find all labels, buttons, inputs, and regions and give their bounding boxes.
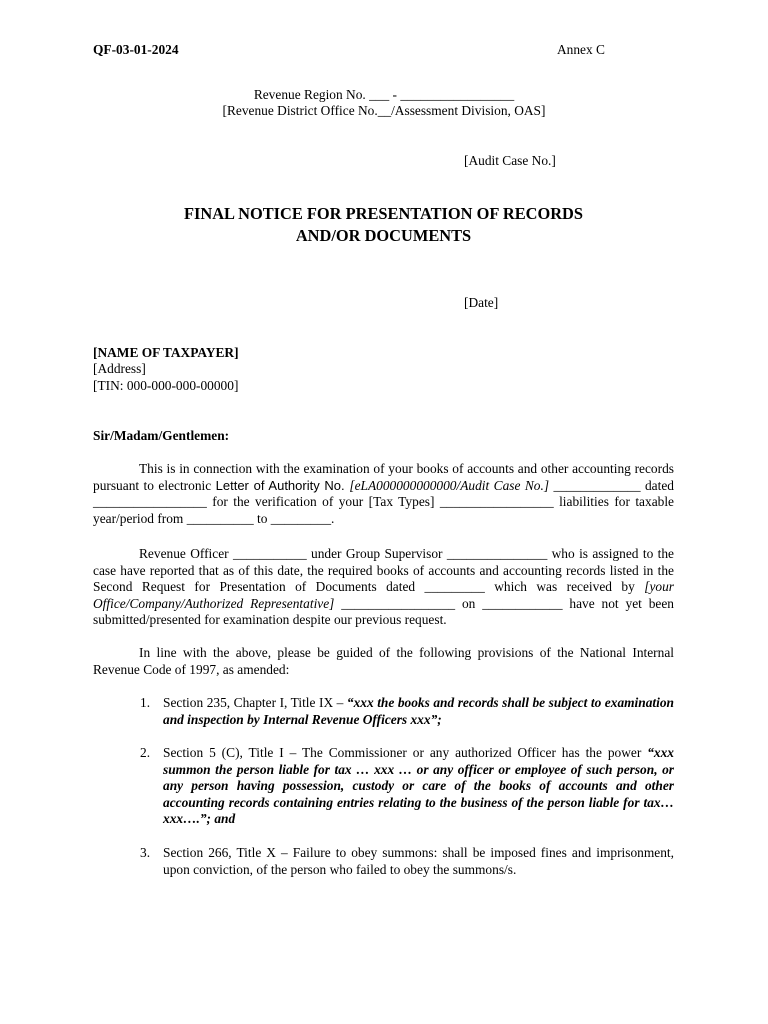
provision-number: 3. bbox=[140, 845, 151, 860]
salutation: Sir/Madam/Gentlemen: bbox=[93, 428, 230, 443]
taxpayer-address: [Address] bbox=[93, 361, 146, 376]
form-code: QF-03-01-2024 bbox=[93, 42, 179, 57]
title-line-1: FINAL NOTICE FOR PRESENTATION OF RECORDS bbox=[183, 204, 584, 223]
date-placeholder: [Date] bbox=[464, 295, 499, 310]
taxpayer-name: [NAME OF TAXPAYER] bbox=[93, 345, 239, 360]
annex-label: Annex C bbox=[557, 42, 605, 57]
taxpayer-tin: [TIN: 000-000-000-00000] bbox=[93, 378, 239, 393]
representative-reference: [your Office/Company/Authorized Representative] bbox=[93, 579, 674, 611]
district-office-line: [Revenue District Office No.__/Assessment Division, OAS] bbox=[222, 103, 546, 118]
paragraph-guidance: In line with the above, please be guided of the following provisions of the National Internal Revenue Code of 1997, as amended: bbox=[93, 645, 674, 677]
provision-text bbox=[163, 745, 674, 828]
loa-label: Letter of Authority No. bbox=[215, 477, 350, 493]
provision-text bbox=[163, 845, 674, 878]
provision-text bbox=[163, 695, 674, 728]
provision-quote: “xxx summon the person liable for tax … xxx … or any officer or employee of such person, or any person having possession, custody or care of the books of accounts and other accounting records containing entries relating to the business of the person liable for tax…xxx….”; and bbox=[163, 745, 674, 827]
paragraph-report-text-1: Revenue Officer ___________ under Group Supervisor _______________ who is assigned to the case have reported that as of this date, the required books of accounts and accounting records listed in the Second Request for Presentation of Documents dated _________ which was received by bbox=[93, 546, 674, 595]
audit-case-number: [Audit Case No.] bbox=[464, 153, 556, 168]
title-line-2: AND/OR DOCUMENTS bbox=[295, 226, 472, 245]
document-title bbox=[93, 203, 674, 247]
loa-reference: [eLA000000000000/Audit Case No.] bbox=[349, 477, 550, 493]
paragraph-intro-text-2: _____________ dated _________________ for the verification of your [Tax Types] _________________ liabilities for taxable year/period from __________ to _________. bbox=[93, 477, 674, 526]
paragraph-intro bbox=[93, 461, 674, 527]
paragraph-report bbox=[93, 546, 674, 629]
revenue-region-line: Revenue Region No. ___ - _________________ bbox=[253, 87, 515, 102]
paragraph-report-text-2: _________________ on ____________ have not yet been submitted/presented for examination despite our previous request. bbox=[93, 595, 675, 628]
provision-lead: Section 266, Title X – Failure to obey summons: shall be imposed fines and imprisonment, upon conviction, of the person who failed to obey the summons/s. bbox=[163, 845, 674, 877]
paragraph-intro-text-1: This is in connection with the examination of your books of accounts and other accounting records pursuant to electronic bbox=[93, 461, 674, 493]
provision-quote: “xxx the books and records shall be subject to examination and inspection by Internal Revenue Officers xxx”; bbox=[163, 695, 674, 727]
provision-number: 2. bbox=[140, 745, 151, 760]
provision-lead: Section 5 (C), Title I – The Commissioner or any authorized Officer has the power bbox=[163, 745, 648, 760]
provision-number: 1. bbox=[140, 695, 151, 710]
provision-lead: Section 235, Chapter I, Title IX – bbox=[163, 695, 347, 710]
